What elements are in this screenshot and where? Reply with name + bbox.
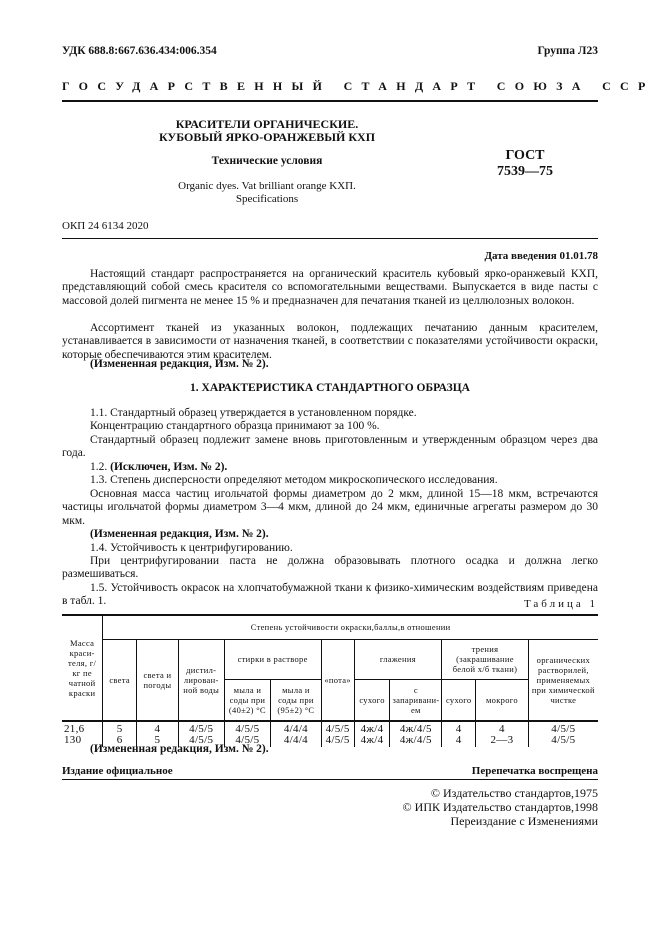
table-cell: 4 [137,721,179,735]
copyright-line: Переиздание с Изменениями [450,814,598,828]
table-cell: 4ж/4 [354,735,390,747]
fastness-table [62,614,598,747]
table-cell: 4ж/4 [354,721,390,735]
table-cell: 4/5/5 [528,735,598,747]
table-cell: 5 [103,721,137,735]
paragraph: 1.4. Устойчивость к центрифугированию. [90,542,293,554]
table-cell: 2—3 [476,735,529,747]
header-washing: стирки в растворе [224,639,321,679]
paragraph: 1.5. Устойчивость окрасок на хлопчатобумажной ткани к физико-химическим воздействиям приведена в табл. 1. [62,582,598,608]
gost-number [480,148,570,180]
paragraph: При центрифугировании паста не должна образовывать плотного осадка и должна легко размешиваться. [62,555,598,581]
table-cell: 4 [476,721,529,735]
english-title-line: Specifications [235,193,299,205]
copyright-line: © Издательство стандартов,1975 [430,786,598,800]
header-soap-40: мыла и соды при (40±2) °С [224,679,271,721]
state-standard-heading: ГОСУДАРСТВЕННЫЙ СТАНДАРТ СОЮЗА ССР [62,79,655,93]
clause-number: 1.2. [90,461,108,473]
okp-code: ОКП 24 6134 2020 [62,220,149,232]
official-edition: Издание официальное [62,765,173,777]
table-cell: 4ж/4/5 [390,721,442,735]
gost-label: ГОСТ [505,148,545,163]
header-rubbing-dry: сухого [442,679,476,721]
copyright-line: © ИПК Издательство стандартов,1998 [402,800,598,814]
header-ironing-steam: с запариванием [390,679,442,721]
reprint-notice: Перепечатка воспрещена [471,765,598,777]
table-cell: 4ж/4/5 [390,735,442,747]
header-ironing-dry: сухого [354,679,390,721]
paragraph [62,461,598,474]
section-heading: 1. ХАРАКТЕРИСТИКА СТАНДАРТНОГО ОБРАЗЦА [190,382,470,394]
divider [62,238,598,239]
paragraph: 1.1. Стандартный образец утверждается в установленном порядке. [90,407,417,419]
table-cell: 21,6 [62,721,103,735]
header-soap-95: мыла и соды при (95±2) °С [271,679,321,721]
table-cell: 4/5/5 [224,735,271,747]
paragraph: Стандартный образец подлежит замене вновь приготовленным и утвержденным образцом через два года. [62,434,598,460]
table-cell: 4/4/4 [271,721,321,735]
title-line: КУБОВЫЙ ЯРКО-ОРАНЖЕВЫЙ КХП [158,130,376,144]
table-cell: 4/5/5 [224,721,271,735]
table-cell: 4/4/4 [271,735,321,747]
table-cell: 6 [103,735,137,747]
title-line: КРАСИТЕЛИ ОРГАНИЧЕСКИЕ. [175,117,359,131]
table-cell: 4/5/5 [321,721,354,735]
header-organic-solvents: органических растворилей, применяемых при химической чистке [528,639,598,721]
table-cell: 4/5/5 [528,721,598,735]
table-caption: Таблица 1 [523,598,598,610]
paragraph: Настоящий стандарт распространяется на органический краситель кубовый ярко-оранжевый КХП, представляющий собой смесь красителя со вспомогательными веществами. Выпускается в виде пасты с массовой долей пигмента не менее 15 % и предназначен для печатания тканей из целлюлозных волокон. [62,268,598,307]
amendment-note: (Измененная редакция, Изм. № 2). [90,528,269,540]
table-cell: 130 [62,735,103,747]
paragraph: Концентрацию стандартного образца принимают за 100 %. [90,420,380,432]
divider [62,100,598,102]
table-cell: 5 [137,735,179,747]
document-title [62,118,472,144]
header-light-weather: света и погоды [137,639,179,721]
header-fastness-group: Степень устойчивости окраски,баллы,в отношении [103,615,598,639]
table-cell: 4/5/5 [178,721,224,735]
header-sweat: «пота» [321,639,354,721]
header-mass: Масса краси-теля, г/кг пе чатной краски [62,615,103,721]
amendment-note: (Исключен, Изм. № 2). [110,461,228,473]
group-code: Группа Л23 [537,45,598,57]
table-row [62,721,598,735]
table-cell: 4/5/5 [178,735,224,747]
header-distilled-water: дистил-лирован-ной воды [178,639,224,721]
table-cell: 4 [442,721,476,735]
divider [62,779,598,780]
effective-date: Дата введения 01.01.78 [484,250,598,262]
header-rubbing-wet: мокрого [476,679,529,721]
paragraph: 1.3. Степень дисперсности определяют методом микроскопического исследования. [90,474,498,486]
english-title-line: Organic dyes. Vat brilliant orange KXП. [178,180,356,192]
amendment-note: (Измененная редакция, Изм. № 2). [90,743,269,755]
copyright-block [403,786,598,828]
english-title [62,180,472,206]
header-light: света [103,639,137,721]
table-cell: 4 [442,735,476,747]
amendment-note: (Измененная редакция, Изм. № 2). [90,358,269,370]
paragraph: Ассортимент тканей из указанных волокон, подлежащих печатанию данным красителем, устанавливается в зависимости от назначения тканей, в соответствии с показателями устойчивости окраски, которые обеспечиваются этим красителем. [62,322,598,361]
paragraph: Основная масса частиц игольчатой формы диаметром до 2 мкм, длиной 15—18 мкм, встречаются частицы игольчатой формы диаметром 3—4 мкм, длиной до 24 мкм, единичные агрегаты размером до 30 мкм. [62,488,598,527]
table-cell: 4/5/5 [321,735,354,747]
udk-code: УДК 688.8:667.636.434:006.354 [62,45,217,57]
gost-code: 7539—75 [497,164,553,179]
subtitle: Технические условия [211,155,323,167]
header-ironing: глажения [354,639,442,679]
header-rubbing: трения (закрашивание белой х/б ткани) [442,639,529,679]
